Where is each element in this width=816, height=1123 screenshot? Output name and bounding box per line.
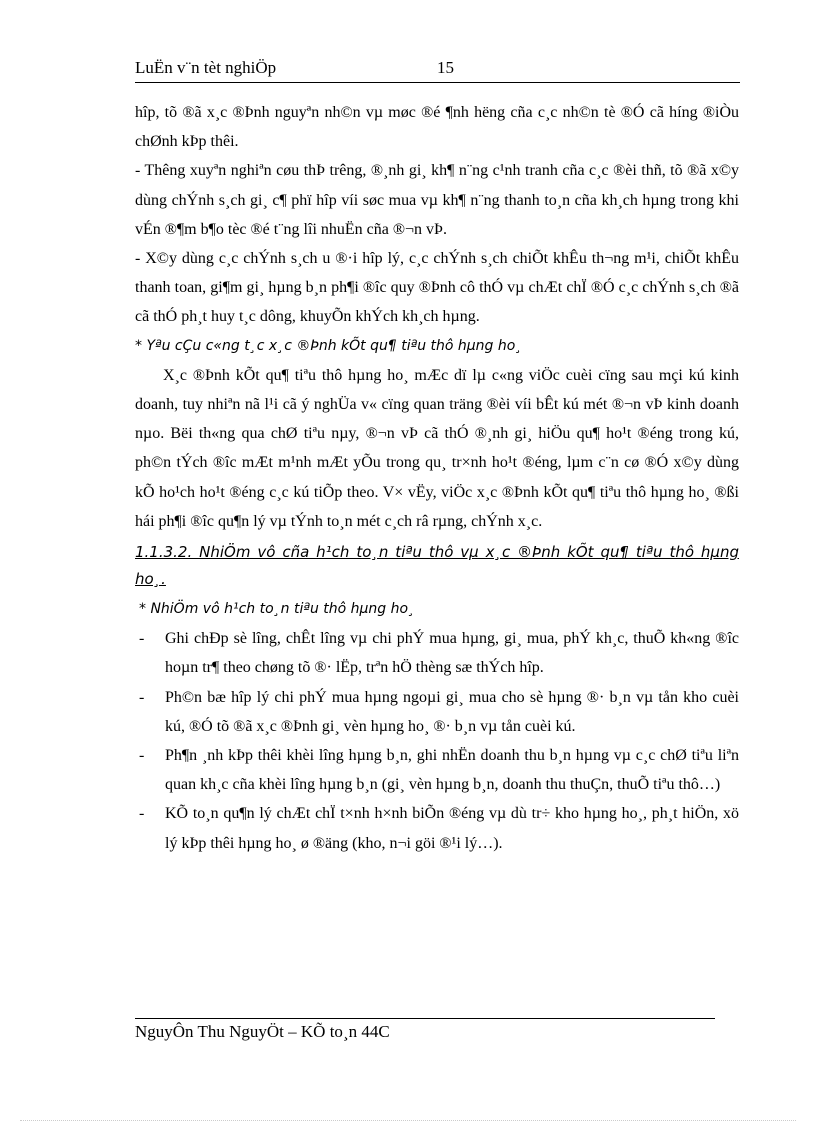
footer-author: NguyÔn Thu NguyÖt – KÕ to¸n 44C <box>135 1022 390 1041</box>
page-edge-divider <box>20 1120 796 1121</box>
list-item <box>135 799 739 857</box>
section-heading: 1.1.3.2. NhiÖm vô cña h¹ch to¸n tiªu thô vµ x¸c ®Þnh kÕt qu¶ tiªu thô hµng ho¸. <box>135 543 739 589</box>
header-title: LuËn v¨n tèt nghiÖp <box>135 58 277 77</box>
subheading-requirements: * Yªu cÇu c«ng t¸c x¸c ®Þnh kÕt qu¶ tiªu thô hµng ho¸ <box>135 337 523 354</box>
dash-bullet: - <box>139 630 145 648</box>
page-footer <box>135 1018 715 1042</box>
list-item <box>135 741 739 799</box>
page-header <box>135 56 740 83</box>
list-item-text: Ph¶n ¸nh kÞp thêi khèi lîng hµng b¸n, ghi nhËn doanh thu b¸n hµng vµ c¸c chØ tiªu liªn quan kh¸c cña khèi lîng hµng b¸n (gi¸ vèn hµng b¸n, doanh thu thuÇn, thuÕ tiªu thô…) <box>165 747 739 794</box>
list-item <box>135 624 739 682</box>
list-item <box>135 683 739 741</box>
page-number: 15 <box>437 58 454 77</box>
dash-bullet: - <box>139 688 145 706</box>
paragraph: hîp, tõ ®ã x¸c ®Þnh nguyªn nh©n vµ møc ®é ¶nh hëng cña c¸c nh©n tè ®Ó cã híng ®iÒu chØnh kÞp thêi. <box>135 104 739 151</box>
list-item-text: Ph©n bæ hîp lý chi phÝ mua hµng ngoµi gi¸ mua cho sè hµng ®· b¸n vµ tån kho cuèi kú, ®Ó tõ ®ã x¸c ®Þnh gi¸ vèn hµng ho¸ ®· b¸n vµ tån cuèi kú. <box>165 688 739 735</box>
page-body <box>135 98 739 858</box>
paragraph: - X©y dùng c¸c chÝnh s¸ch u ®·i hîp lý, c¸c chÝnh s¸ch chiÕt khÊu th¬ng m¹i, chiÕt khÊu thanh toan, gi¶m gi¸ hµng b¸n ph¶i ®îc quy ®Þnh cô thÓ vµ chÆt chÏ ®Ó c¸c chÝnh s¸ch ®ã cã thÓ ph¸t huy t¸c dông, khuyÕn khÝch kh¸ch hµng. <box>135 250 739 326</box>
paragraph-main: X¸c ®Þnh kÕt qu¶ tiªu thô hµng ho¸ mÆc dï lµ c«ng viÖc cuèi cïng sau mçi kú kinh doanh, tuy nhiªn nã l¹i cã ý nghÜa v« cïng quan träng ®èi víi bÊt kú mét ®¬n vÞ kinh doanh nµo. Bëi th«ng qua chØ tiªu nµy, ®¬n vÞ cã thÓ ®¸nh gi¸ hiÖu qu¶ ho¹t ®éng trong kú, ph©n tÝch ®îc mÆt m¹nh mÆt yÕu trong qu¸ tr×nh ho¹t ®éng, lµm c¨n cø ®Ó x©y dùng kÕ ho¹ch ho¹t ®éng c¸c kú tiÕp theo. V× vËy, viÖc x¸c ®Þnh kÕt qu¶ tiªu thô hµng ho¸ ®ßi hái ph¶i ®îc qu¶n lý vµ tÝnh to¸n mét c¸ch râ rµng, chÝnh x¸c. <box>135 366 739 530</box>
list-item-text: KÕ to¸n qu¶n lý chÆt chÏ t×nh h×nh biÕn ®éng vµ dù tr÷ kho hµng ho¸, ph¸t hiÖn, xö lý kÞp thêi hµng ho¸ ø ®äng (kho, n¬i göi ®¹i lý…). <box>165 805 739 852</box>
subheading-tasks: * NhiÖm vô h¹ch to¸n tiªu thô hµng ho¸ <box>139 601 416 618</box>
list-item-text: Ghi chÐp sè lîng, chÊt lîng vµ chi phÝ mua hµng, gi¸ mua, phÝ kh¸c, thuÕ kh«ng ®îc hoµn tr¶ theo chøng tõ ®· lËp, trªn hÖ thèng sæ thÝch hîp. <box>165 630 739 677</box>
dash-bullet: - <box>139 805 145 823</box>
paragraph: - Thêng xuyªn nghiªn cøu thÞ trêng, ®¸nh gi¸ kh¶ n¨ng c¹nh tranh cña c¸c ®èi thñ, tõ ®ã x©y dùng chÝnh s¸ch gi¸ c¶ phï hîp víi søc mua vµ kh¶ n¨ng thanh to¸n cña kh¸ch hµng trong khi vÉn ®¶m b¶o tèc ®é t¨ng lîi nhuËn cña ®¬n vÞ. <box>135 162 739 238</box>
dash-bullet: - <box>139 747 145 765</box>
